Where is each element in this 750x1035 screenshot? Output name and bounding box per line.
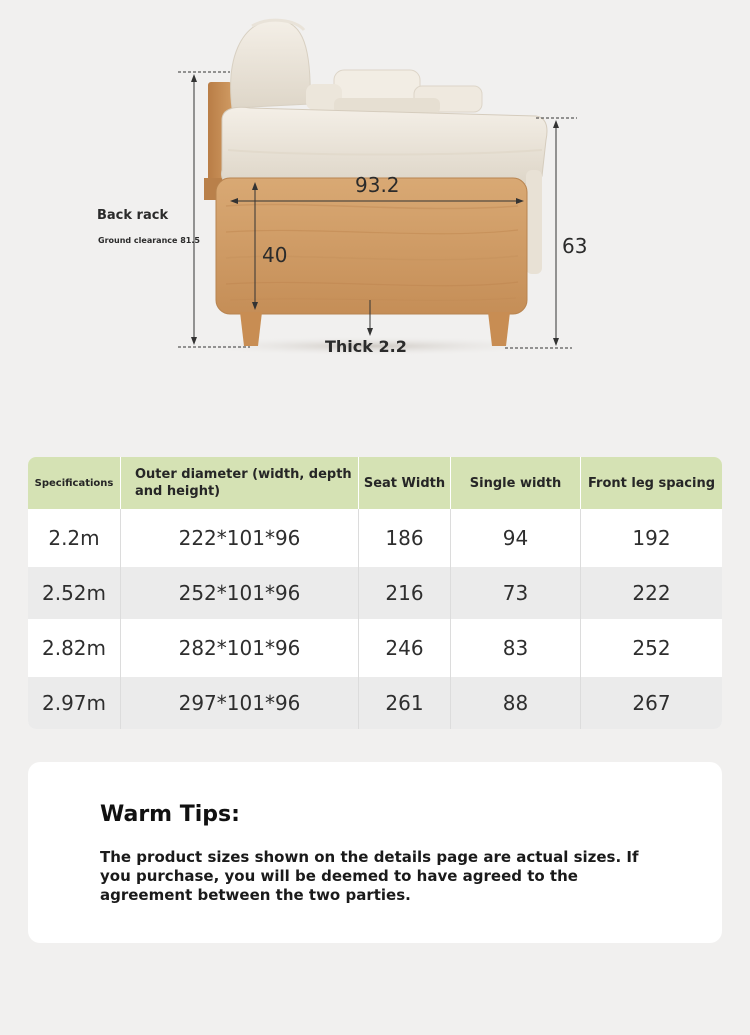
- cell-seat-width: 186: [359, 509, 451, 567]
- warm-tips-card: [28, 762, 722, 943]
- header-specifications: Specifications: [28, 457, 121, 509]
- cell-spec: 2.2m: [28, 509, 121, 567]
- cell-single-width: 94: [451, 509, 581, 567]
- table-row: [28, 677, 722, 729]
- table-header-row: [28, 457, 722, 509]
- cell-outer-diameter: 222*101*96: [121, 509, 359, 567]
- cell-spec: 2.82m: [28, 619, 121, 677]
- table-row: [28, 567, 722, 619]
- header-seat-width: Seat Width: [359, 457, 451, 509]
- width-dimension-label: 93.2: [355, 173, 400, 197]
- header-outer-diameter: Outer diameter (width, depth and height): [121, 457, 359, 509]
- cell-outer-diameter: 282*101*96: [121, 619, 359, 677]
- cell-front-leg-spacing: 252: [632, 636, 671, 660]
- cell-seat-width: 261: [359, 677, 451, 729]
- cell-outer-diameter: 252*101*96: [121, 567, 359, 619]
- seat-height-dimension-label: 40: [262, 243, 288, 267]
- cell-seat-width: 246: [359, 619, 451, 677]
- ground-clearance-label: Ground clearance 81.5: [98, 236, 200, 245]
- cell-front-leg-spacing: 192: [632, 526, 671, 550]
- total-height-dimension-label: 63: [562, 234, 588, 258]
- warm-tips-title: Warm Tips:: [100, 802, 240, 827]
- warm-tips-text: The product sizes shown on the details page are actual sizes. If you purchase, you will be deemed to have agreed to the agreement between the two parties.: [100, 848, 639, 904]
- specifications-table: [28, 457, 722, 729]
- table-row: [28, 509, 722, 567]
- cell-outer-diameter: 297*101*96: [121, 677, 359, 729]
- cell-front-leg-spacing: 267: [632, 691, 671, 715]
- cell-front-leg-spacing: 222: [632, 581, 671, 605]
- cell-single-width: 83: [451, 619, 581, 677]
- cell-single-width: 73: [451, 567, 581, 619]
- thickness-label: Thick 2.2: [325, 337, 407, 356]
- table-row: [28, 619, 722, 677]
- cell-spec: 2.97m: [28, 677, 121, 729]
- header-single-width: Single width: [451, 457, 581, 509]
- cell-spec: 2.52m: [28, 567, 121, 619]
- cell-single-width: 88: [451, 677, 581, 729]
- header-front-leg-spacing: Front leg spacing: [587, 475, 716, 491]
- cell-seat-width: 216: [359, 567, 451, 619]
- back-rack-label: Back rack: [97, 208, 169, 223]
- sofa-dimension-diagram: [0, 0, 750, 420]
